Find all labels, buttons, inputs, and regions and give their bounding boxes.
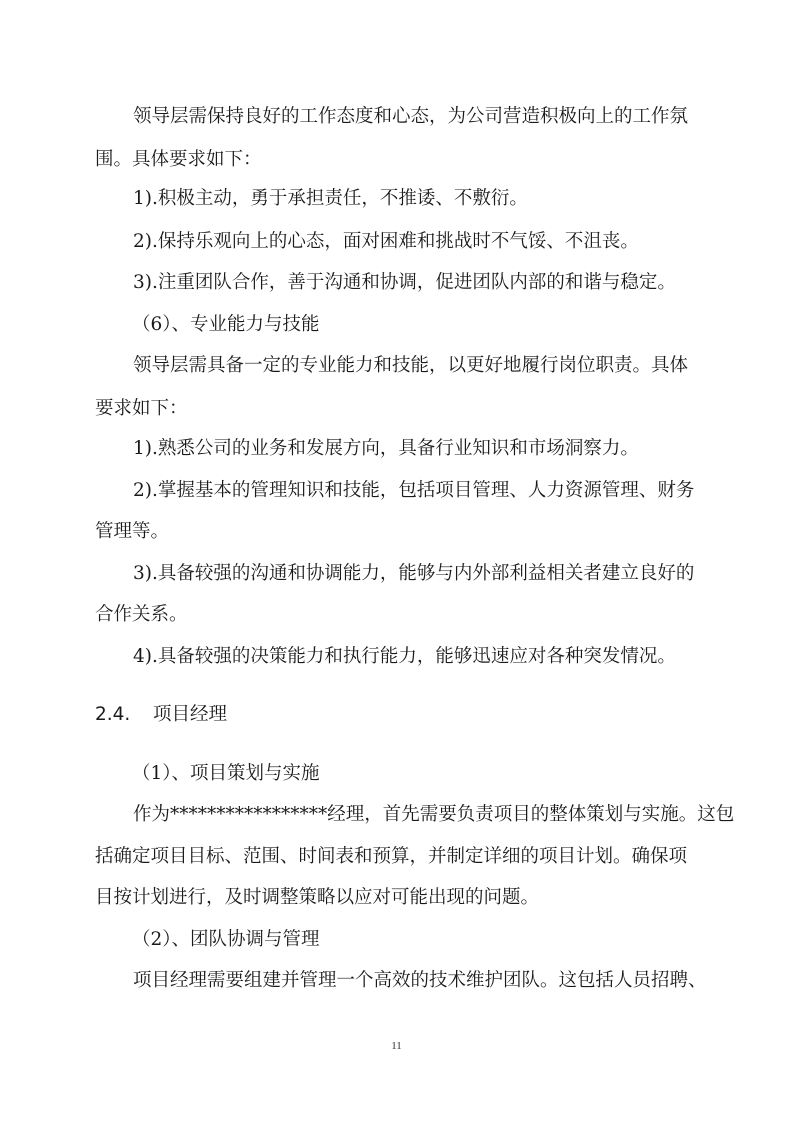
paragraph-line: 项目经理需要组建并管理一个高效的技术维护团队。这包括人员招聘、 xyxy=(133,970,707,991)
list-item-continuation: 管理等。 xyxy=(95,521,170,542)
paragraph-line: 作为*****************经理，首先需要负责项目的整体策划与实施。这包 xyxy=(133,804,735,825)
subsection-title: （2）、团队协调与管理 xyxy=(132,929,320,950)
list-item: 2).保持乐观向上的心态，面对困难和挑战时不气馁、不沮丧。 xyxy=(133,231,639,252)
list-item: 2).掌握基本的管理知识和技能，包括项目管理、人力资源管理、财务 xyxy=(133,480,695,501)
paragraph-line: 要求如下： xyxy=(95,398,188,419)
page-number: 11 xyxy=(391,1040,402,1052)
paragraph-line: 领导层需具备一定的专业能力和技能，以更好地履行岗位职责。具体 xyxy=(133,355,689,376)
list-item: 3).注重团队合作，善于沟通和协调，促进团队内部的和谐与稳定。 xyxy=(133,272,676,293)
list-item: 1).熟悉公司的业务和发展方向，具备行业知识和市场洞察力。 xyxy=(133,438,639,459)
subsection-title: （1）、项目策划与实施 xyxy=(132,763,320,784)
section-number: 2.4. xyxy=(95,704,131,725)
paragraph-line: 括确定项目目标、范围、时间表和预算，并制定详细的项目计划。确保项 xyxy=(95,846,688,867)
list-item: 4).具备较强的决策能力和执行能力，能够迅速应对各种突发情况。 xyxy=(133,646,676,667)
section-heading xyxy=(95,706,227,725)
paragraph-line: 目按计划进行，及时调整策略以应对可能出现的问题。 xyxy=(95,887,540,908)
paragraph-line: 领导层需保持良好的工作态度和心态，为公司营造积极向上的工作氛 xyxy=(133,106,689,127)
section-title: 项目经理 xyxy=(153,704,228,725)
paragraph-line: 围。具体要求如下： xyxy=(95,149,262,170)
list-item-continuation: 合作关系。 xyxy=(95,604,188,625)
list-item: 1).积极主动，勇于承担责任，不推诿、不敷衍。 xyxy=(133,188,528,209)
subsection-title: （6）、专业能力与技能 xyxy=(132,314,320,335)
list-item: 3).具备较强的沟通和协调能力，能够与内外部利益相关者建立良好的 xyxy=(133,563,695,584)
